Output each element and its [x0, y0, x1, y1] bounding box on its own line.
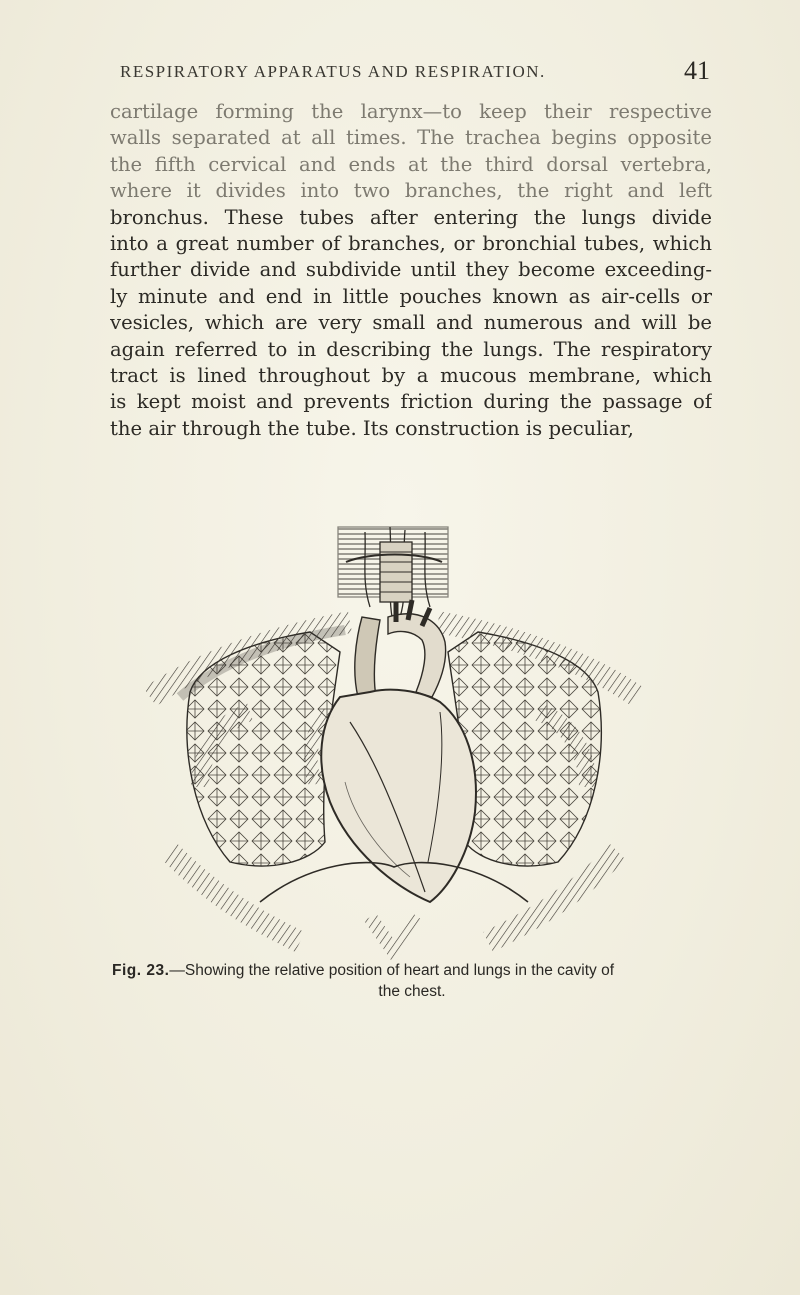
- text-line: tract is lined throughout by a mucous membrane, which: [110, 363, 712, 387]
- caption-text: —Showing the relative position of heart and lungs in the cavity of: [169, 962, 615, 979]
- text-line: further divide and subdivide until they become exceeding-: [110, 258, 712, 282]
- caption-text-continued: the chest.: [378, 983, 446, 1000]
- text-line: again referred to in describing the lungs. The respiratory: [110, 337, 712, 361]
- page-number: 41: [684, 56, 710, 85]
- text-line: bronchus. These tubes after entering the lungs divide: [110, 205, 712, 229]
- text-line: walls separated at all times. The trachea begins opposite: [110, 126, 712, 150]
- text-line: the air through the tube. Its construction is peculiar,: [110, 416, 634, 440]
- running-head: RESPIRATORY APPARATUS AND RESPIRATION.: [120, 62, 546, 81]
- text-line: is kept moist and prevents friction during the passage of: [110, 390, 712, 414]
- text-line: ly minute and end in little pouches known as air-cells or: [110, 284, 712, 308]
- text-line: into a great number of branches, or bronchial tubes, which: [110, 231, 712, 255]
- neck-vessels: [338, 527, 448, 617]
- figure-label: Fig. 23.: [112, 962, 170, 979]
- heart-lungs-illustration: [140, 522, 648, 962]
- text-line: cartilage forming the larynx—to keep their respective: [110, 100, 712, 123]
- figure-caption: [112, 960, 712, 1002]
- great-vessels: [355, 600, 446, 697]
- text-line: the fifth cervical and ends at the third dorsal vertebra,: [110, 152, 712, 176]
- page-header: [110, 56, 710, 92]
- text-line: where it divides into two branches, the right and left: [110, 179, 712, 203]
- text-line: vesicles, which are very small and numerous and will be: [110, 311, 712, 335]
- heart: [311, 690, 476, 902]
- body-text: [110, 99, 712, 442]
